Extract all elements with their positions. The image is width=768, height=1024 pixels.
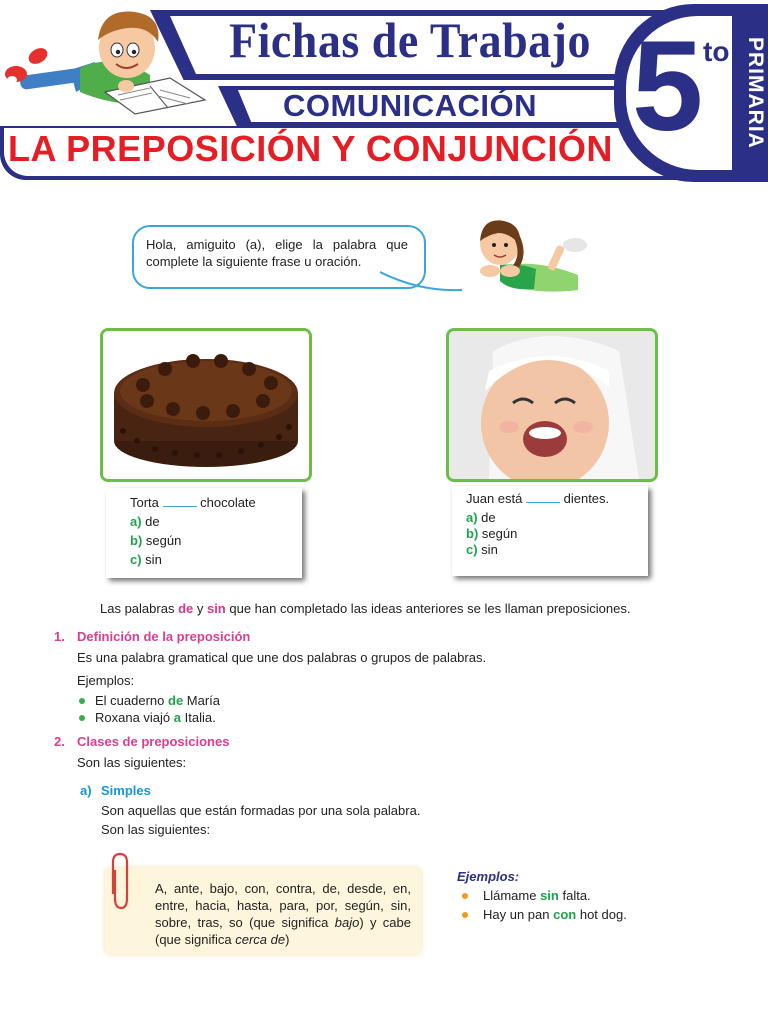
highlight-word: de (178, 601, 194, 616)
prepositions-list (155, 880, 411, 948)
worksheet-title: Fichas de Trabajo (228, 12, 592, 69)
option-letter: b) (130, 533, 143, 548)
answer-blank[interactable] (163, 496, 197, 507)
subsection-a-letter: a) (80, 783, 92, 798)
option-letter: a) (130, 514, 142, 529)
option-text: de (477, 510, 496, 525)
example-text: Italia. (181, 710, 216, 725)
answer-blank[interactable] (526, 492, 560, 503)
example-text: hot dog. (576, 907, 627, 922)
sentence-start: Torta (130, 495, 163, 510)
highlight-word: sin (540, 888, 559, 903)
bullet-dot (462, 893, 468, 899)
list-text: ) (285, 932, 290, 947)
example-text: María (183, 693, 221, 708)
option-text: según (142, 533, 182, 548)
option-letter: c) (466, 542, 478, 557)
section-1-examples-label: Ejemplos: (77, 673, 135, 688)
paperclip-icon (107, 850, 135, 912)
section-1-title: Definición de la preposición (77, 629, 251, 644)
laughing-baby-image (449, 331, 655, 479)
intro-text: y (193, 601, 207, 616)
subsection-a-line-2: Son las siguientes: (101, 822, 211, 837)
sentence-end: chocolate (196, 495, 256, 510)
section-1-definition: Es una palabra gramatical que une dos palabras o grupos de palabras. (77, 650, 487, 665)
exercise-1-option-a[interactable] (130, 512, 160, 531)
option-letter: b) (466, 526, 479, 541)
sentence-start: Juan está (466, 491, 526, 506)
exercise-1-option-c[interactable] (130, 550, 162, 569)
example-text: Roxana viajó (95, 710, 174, 725)
option-text: de (141, 514, 160, 529)
example-text: Hay un pan (483, 907, 554, 922)
list-italic: bajo (334, 915, 360, 930)
highlight-word: a (173, 710, 182, 725)
boy-reading-illustration (0, 0, 220, 125)
chocolate-cake-image (103, 331, 309, 479)
grade-suffix: to (703, 36, 730, 67)
intro-text: que han completado las ideas anteriores se les llaman preposiciones. (225, 601, 631, 616)
section-2-example-1 (483, 888, 591, 903)
exercise-2-sentence (466, 489, 609, 508)
list-italic: cerca de (235, 932, 286, 947)
example-text: falta. (558, 888, 591, 903)
list-text: ) y cabe (que significa (155, 915, 411, 947)
intro-text: Las palabras (100, 601, 179, 616)
topic-title: LA PREPOSICIÓN Y CONJUNCIÓN (8, 128, 613, 169)
section-2-example-2 (483, 907, 627, 922)
level-label: PRIMARIA (744, 37, 767, 149)
subsection-a-line-1: Son aquellas que están formadas por una sola palabra. (101, 803, 421, 818)
sentence-end: dientes. (560, 491, 610, 506)
option-text: sin (477, 542, 498, 557)
bullet-dot (79, 715, 85, 721)
example-text: Llámame (483, 888, 541, 903)
highlight-word: con (553, 907, 577, 922)
bubble-text: Hola, amiguito (a), elige la palabra que complete la siguiente frase u oración. (146, 237, 408, 269)
grade-number: 5 (632, 15, 704, 158)
example-text: El cuaderno (95, 693, 168, 708)
exercise-2-option-c[interactable] (466, 540, 498, 559)
option-text: según (478, 526, 518, 541)
option-letter: a) (466, 510, 478, 525)
subsection-a-title: Simples (101, 783, 151, 798)
section-2-intro: Son las siguientes: (77, 755, 187, 770)
baby-picture (446, 328, 658, 482)
section-1-number: 1. (54, 629, 65, 644)
highlight-word: de (168, 693, 184, 708)
exercise-1-sentence (130, 493, 256, 512)
bullet-dot (79, 698, 85, 704)
intro-sentence (100, 601, 630, 616)
section-1-example-1 (95, 693, 220, 708)
exercise-1-option-b[interactable] (130, 531, 181, 550)
cake-picture (100, 328, 312, 482)
worksheet-header (0, 0, 768, 185)
option-letter: c) (130, 552, 142, 567)
section-2-title: Clases de preposiciones (77, 734, 230, 749)
examples-heading: Ejemplos: (457, 869, 520, 884)
speech-bubble-tail (360, 270, 470, 300)
section-2-number: 2. (54, 734, 65, 749)
highlight-word: sin (206, 601, 226, 616)
section-1-example-2 (95, 710, 216, 725)
list-text: A, ante, bajo, con, contra, de, desde, en, entre, hacia, hasta, para, por, según, sin, sobre, tras, so (que significa (155, 881, 411, 930)
subject-label: COMUNICACIÓN (283, 88, 537, 123)
girl-illustration (470, 215, 590, 300)
option-text: sin (141, 552, 162, 567)
bullet-dot (462, 912, 468, 918)
